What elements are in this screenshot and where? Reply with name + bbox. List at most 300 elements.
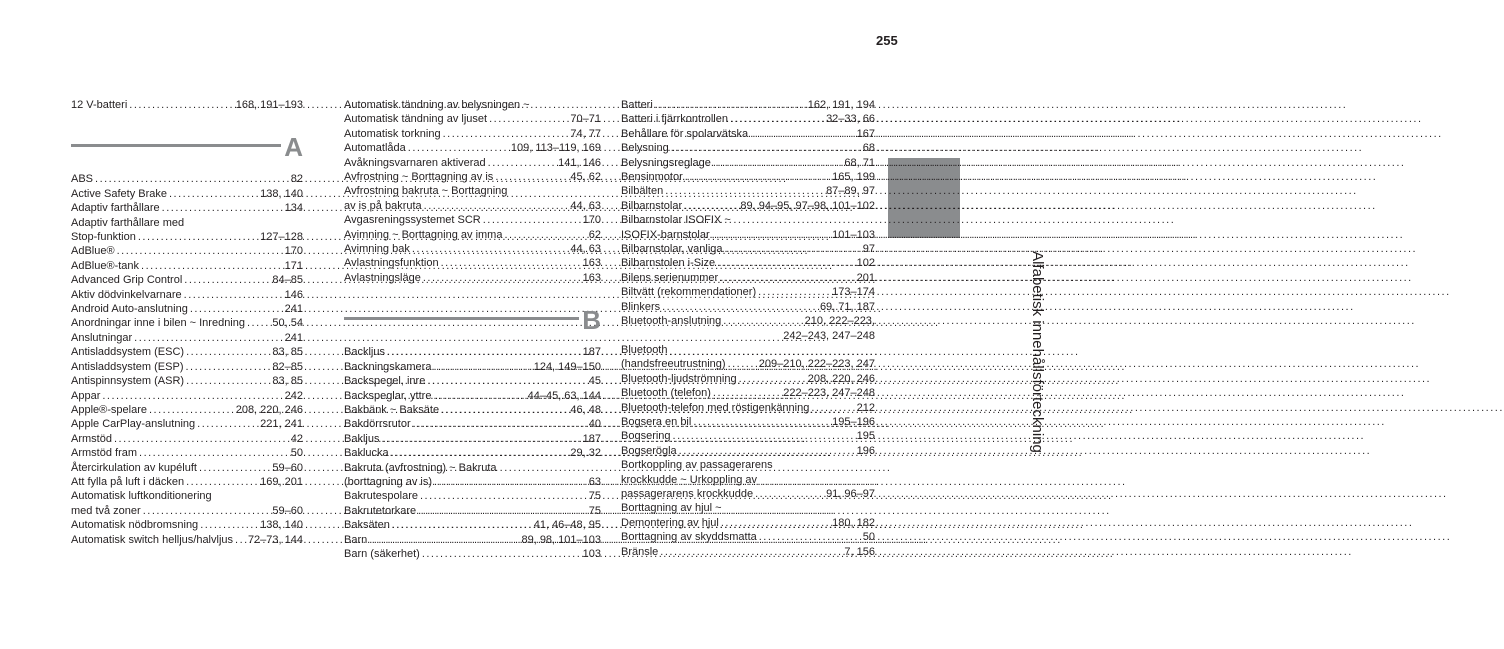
index-entry	[344, 271, 601, 285]
dot-leader	[186, 374, 270, 388]
index-entry	[621, 199, 875, 213]
page-number: 255	[876, 33, 898, 48]
index-pages: 163	[582, 257, 601, 270]
index-pages: 165, 199	[832, 171, 875, 184]
index-entry	[344, 403, 601, 417]
index-term: Apple CarPlay-anslutning	[71, 418, 196, 431]
index-pages: 167	[856, 127, 875, 140]
index-entry	[71, 98, 303, 112]
index-entry-continued: Automatisk tändning av belysningen ~	[344, 99, 530, 111]
index-entry-continued: Borttagning av hjul ~	[621, 502, 722, 515]
index-term: Advanced Grip Control	[71, 274, 183, 287]
dot-leader	[200, 518, 258, 532]
dot-leader	[504, 228, 586, 242]
index-entry-continued: Bakruta (avfrostning) ~ Bakruta	[344, 461, 497, 474]
dot-leader	[433, 360, 531, 374]
index-term: av is på bakruta	[344, 199, 422, 212]
dot-leader	[665, 184, 824, 198]
index-term: Adaptiv farthållare	[71, 202, 160, 215]
index-entry	[344, 256, 601, 270]
index-pages: 84–85	[272, 274, 303, 287]
index-pages: 209–210, 222–223, 247	[758, 358, 875, 371]
section-rule	[344, 317, 579, 320]
index-entry-continued: Bortkoppling av passagerarens	[621, 459, 773, 472]
dot-leader	[95, 172, 289, 186]
dot-leader	[235, 533, 246, 547]
index-pages: 201	[856, 271, 875, 284]
index-pages: 44, 63	[570, 243, 601, 256]
index-pages: 42	[290, 432, 303, 445]
dot-leader	[730, 112, 824, 126]
index-term: Bränsle	[621, 545, 659, 558]
index-pages: 171	[284, 259, 303, 272]
index-entry	[344, 489, 601, 503]
dot-leader	[758, 285, 830, 299]
index-pages: 72–73, 144	[247, 533, 303, 546]
index-term: passagerarens krockkudde	[621, 487, 754, 500]
index-entry	[621, 271, 875, 285]
dot-leader	[423, 271, 581, 285]
index-term: Appar	[71, 389, 101, 402]
index-entry	[621, 401, 875, 415]
index-entry	[344, 432, 601, 446]
index-entry	[621, 112, 875, 126]
dot-leader	[739, 372, 806, 386]
index-entry	[344, 170, 601, 184]
index-entry	[344, 518, 601, 532]
index-entry	[621, 98, 875, 112]
index-pages: 44–45, 63, 144	[527, 389, 601, 402]
index-term: Batteri	[621, 99, 653, 111]
index-entry	[621, 256, 875, 270]
dot-leader	[391, 446, 569, 460]
index-entry	[621, 156, 875, 170]
index-pages: 162, 191, 194	[807, 99, 875, 111]
index-entry	[621, 127, 875, 141]
index-pages: 91, 96–97	[826, 487, 875, 500]
index-pages: 187	[582, 432, 601, 445]
index-entry	[621, 530, 875, 544]
index-term: Bakrutetorkare	[344, 504, 417, 517]
dot-leader	[433, 389, 525, 403]
index-term: Automatisk tändning av ljuset	[344, 113, 488, 126]
index-column-3	[621, 98, 875, 559]
index-term: Avlastningsläge	[344, 271, 421, 284]
index-pages: 87–89, 97	[826, 185, 875, 198]
index-term: Stop-funktion	[71, 231, 136, 244]
dot-leader	[427, 374, 586, 388]
index-pages: 195	[856, 430, 875, 443]
dot-leader	[412, 242, 569, 256]
index-pages: 102	[856, 257, 875, 270]
dot-leader	[143, 504, 271, 518]
index-term: Belysningsreglage	[621, 156, 711, 169]
index-term: (borttagning av is)	[344, 475, 433, 488]
index-entry	[71, 446, 303, 460]
index-pages: 83, 85	[272, 375, 303, 388]
index-term: Avimning bak	[344, 243, 410, 256]
index-pages: 59–60	[272, 461, 303, 474]
index-pages: 41, 46–48, 95	[533, 519, 601, 532]
col1-top	[71, 98, 303, 112]
dot-leader	[197, 417, 258, 431]
index-term: ABS	[71, 173, 94, 186]
index-entry	[71, 417, 303, 431]
dot-leader	[750, 127, 854, 141]
index-pages: 196	[856, 444, 875, 457]
index-term: Bilbarnstolen i-Size	[621, 257, 716, 270]
dot-leader	[129, 98, 233, 112]
index-term: ISOFIX-barnstolar	[621, 228, 710, 241]
index-entry	[344, 141, 601, 155]
dot-leader	[422, 547, 581, 561]
index-entry-continued: Bilbarnstolar ISOFIX ~	[621, 214, 731, 227]
index-term: Armstöd	[71, 432, 112, 445]
section-letter-a: A	[284, 132, 303, 163]
index-pages: 89, 98, 101–103	[521, 533, 601, 546]
dot-leader	[693, 415, 830, 429]
index-entry	[621, 314, 875, 328]
index-pages: 83, 85	[272, 346, 303, 359]
index-entry	[621, 228, 875, 242]
dot-leader	[369, 533, 519, 547]
index-entry	[621, 170, 875, 184]
index-pages: 134	[284, 202, 303, 215]
index-entry	[71, 374, 303, 388]
dot-leader	[139, 446, 289, 460]
dot-leader	[418, 504, 587, 518]
index-column-2	[344, 98, 601, 561]
index-entry	[344, 360, 601, 374]
index-pages: 103	[582, 547, 601, 560]
index-term: Bilbarnstolar, vanliga	[621, 243, 723, 256]
index-pages: 50	[290, 447, 303, 460]
dot-leader	[420, 489, 587, 503]
index-entry	[71, 533, 303, 547]
dot-leader	[413, 417, 587, 431]
index-pages: 68	[862, 142, 875, 155]
dot-leader	[728, 357, 757, 371]
index-entry	[344, 475, 601, 489]
index-entry-continued: Bluetooth	[621, 343, 668, 356]
index-term: Automatisk nödbromsning	[71, 519, 199, 532]
dot-leader	[712, 228, 831, 242]
index-entry	[344, 242, 601, 256]
dot-leader	[673, 429, 855, 443]
index-term: Antisladdsystem (ESC)	[71, 346, 185, 359]
index-pages: 170	[582, 214, 601, 227]
index-entry	[621, 141, 875, 155]
index-entry	[71, 331, 303, 345]
index-entry	[71, 230, 303, 244]
section-letter-b: B	[582, 305, 601, 336]
index-entry	[344, 228, 601, 242]
index-entry	[344, 213, 601, 227]
index-pages: 222–223, 247–248	[783, 387, 875, 400]
index-term: Bluetooth-anslutning	[621, 315, 722, 328]
dot-leader	[134, 331, 282, 345]
index-term: Avfrostning ~ Borttagning av is	[344, 171, 494, 184]
col2-entries	[344, 345, 601, 561]
index-term: Återcirkulation av kupéluft	[71, 461, 197, 474]
index-pages: 241	[284, 331, 303, 344]
index-term: Bakbänk ~ Baksäte	[344, 403, 440, 416]
index-term: Avimning ~ Borttagning av imma	[344, 228, 503, 241]
index-entry	[71, 504, 303, 518]
index-pages: 138, 140	[260, 187, 303, 200]
index-pages: 29, 32	[570, 447, 601, 460]
index-term: Backspegel, inre	[344, 375, 426, 388]
index-term: AdBlue®	[71, 245, 115, 258]
index-pages: 82–85	[272, 360, 303, 373]
index-pages: 168, 191–193	[235, 99, 303, 111]
index-pages: 109, 113–119, 169	[510, 142, 601, 155]
dot-leader	[169, 187, 258, 201]
dot-leader	[381, 432, 580, 446]
index-term: Borttagning av skyddsmatta	[621, 531, 757, 544]
index-pages: 241	[284, 303, 303, 316]
index-pages: 169, 201	[260, 475, 303, 488]
index-entry	[71, 172, 303, 186]
dot-leader	[660, 545, 842, 559]
index-entry	[621, 300, 875, 314]
dot-leader	[199, 461, 270, 475]
dot-leader	[387, 345, 581, 359]
index-term: Automatisk torkning	[344, 127, 441, 140]
index-term: med två zoner	[71, 504, 141, 517]
index-pages: 45, 62	[570, 171, 601, 184]
index-pages: 170	[284, 245, 303, 258]
index-pages: 127–128	[260, 231, 303, 244]
index-term: Android Auto-anslutning	[71, 303, 188, 316]
dot-leader	[684, 199, 738, 213]
index-term: Biltvätt (rekommendationer)	[621, 286, 757, 299]
dot-leader	[185, 360, 270, 374]
index-entry	[344, 374, 601, 388]
dot-leader	[662, 300, 818, 314]
index-entry	[71, 389, 303, 403]
index-entry	[71, 259, 303, 273]
dot-leader	[247, 316, 270, 330]
dot-leader	[671, 141, 861, 155]
dot-leader	[721, 516, 830, 530]
index-term: Bilbälten	[621, 185, 664, 198]
index-term: Avgasreningssystemet SCR	[344, 214, 481, 227]
index-entry	[344, 112, 601, 126]
index-pages: 68, 71	[844, 156, 875, 169]
index-entry-continued: Automatisk luftkonditionering	[71, 490, 212, 503]
index-pages: 195–196	[832, 415, 875, 428]
dot-leader	[755, 487, 824, 501]
dot-leader	[717, 256, 854, 270]
dot-leader	[117, 244, 283, 258]
index-pages: 75	[588, 490, 601, 503]
dot-leader	[713, 386, 781, 400]
index-pages: 208, 220, 246	[807, 372, 875, 385]
index-entry	[71, 461, 303, 475]
dot-leader	[495, 170, 568, 184]
index-term: Avlastningsfunktion	[344, 257, 439, 270]
index-entry	[621, 285, 875, 299]
index-term: Active Safety Brake	[71, 187, 167, 200]
col3-entries	[621, 98, 875, 559]
dot-leader	[184, 288, 283, 302]
index-term: Aktiv dödvinkelvarnare	[71, 288, 182, 301]
index-pages: 7, 156	[844, 545, 875, 558]
dot-leader	[408, 141, 509, 155]
index-entry	[344, 345, 601, 359]
side-label-text: Alfabetisk innehållsförteckning	[1029, 251, 1046, 453]
index-term: Bakdörrsrutor	[344, 418, 411, 431]
dot-leader	[186, 475, 258, 489]
dot-leader	[441, 256, 581, 270]
index-entry	[71, 403, 303, 417]
dot-leader	[434, 475, 587, 489]
index-term: Belysning	[621, 142, 669, 155]
index-term: Barn	[344, 533, 368, 546]
dot-leader	[489, 112, 568, 126]
index-entry	[71, 201, 303, 215]
index-pages: 187	[582, 346, 601, 359]
index-pages: 63	[588, 475, 601, 488]
dot-leader	[424, 199, 569, 213]
index-pages: 221, 241	[260, 418, 303, 431]
index-pages: 138, 140	[260, 519, 303, 532]
index-entry	[344, 389, 601, 403]
index-term: 12 V-batteri	[71, 99, 128, 111]
dot-leader	[102, 389, 282, 403]
dot-leader	[679, 444, 855, 458]
index-entry	[621, 415, 875, 429]
index-term: Automatisk switch helljus/halvljus	[71, 533, 234, 546]
index-entry	[344, 156, 601, 170]
dot-leader	[488, 156, 557, 170]
dot-leader	[725, 242, 861, 256]
index-term: Antisladdsystem (ESP)	[71, 360, 184, 373]
dot-leader	[114, 432, 289, 446]
index-entry	[621, 372, 875, 386]
index-term: Bensinmotor	[621, 171, 683, 184]
index-term: Backljus	[344, 346, 385, 359]
index-entry	[71, 518, 303, 532]
index-pages: 173–174	[832, 286, 875, 299]
dot-leader	[685, 170, 830, 184]
index-entry	[621, 545, 875, 559]
dot-leader	[443, 127, 569, 141]
index-pages: 212	[856, 401, 875, 414]
dot-leader	[184, 273, 270, 287]
index-term: Behållare för spolarvätska	[621, 127, 749, 140]
index-column-1	[71, 98, 303, 547]
index-entry	[71, 432, 303, 446]
index-term: Bakljus	[344, 432, 380, 445]
index-entry	[621, 487, 875, 501]
index-pages: 97	[862, 243, 875, 256]
col1-entries	[71, 172, 303, 547]
dot-leader	[713, 156, 843, 170]
index-entry	[621, 242, 875, 256]
dot-leader	[811, 401, 854, 415]
index-pages-continued: 242–243, 247–248	[783, 329, 875, 342]
index-term: Backningskamera	[344, 360, 432, 373]
index-entry	[71, 187, 303, 201]
index-term: Anslutningar	[71, 331, 133, 344]
index-pages: 45	[588, 375, 601, 388]
index-pages: 50	[862, 531, 875, 544]
index-pages: 75	[588, 504, 601, 517]
index-pages: 163	[582, 271, 601, 284]
index-term: Bilens serienummer	[621, 271, 719, 284]
index-term: Barn (säkerhet)	[344, 547, 420, 560]
dot-leader	[149, 403, 234, 417]
index-pages: 208, 220, 246	[235, 403, 303, 416]
index-pages: 40	[588, 418, 601, 431]
index-pages: 59–60	[272, 504, 303, 517]
index-entry-continued: krockkudde ~ Urkoppling av	[621, 473, 758, 486]
index-term: Backspeglar, yttre	[344, 389, 432, 402]
index-pages: 50, 54	[272, 317, 303, 330]
index-entry	[344, 417, 601, 431]
index-entry	[344, 533, 601, 547]
dot-leader	[759, 530, 861, 544]
index-entry	[344, 504, 601, 518]
section-rule	[71, 144, 281, 147]
index-entry	[71, 288, 303, 302]
dot-leader	[392, 518, 532, 532]
index-term: Automatlåda	[344, 142, 406, 155]
index-entry	[344, 127, 601, 141]
index-entry	[344, 199, 601, 213]
dot-leader	[138, 230, 258, 244]
index-pages: 62	[588, 228, 601, 241]
index-entry	[621, 184, 875, 198]
index-pages: 82	[290, 173, 303, 186]
index-entry	[344, 547, 601, 561]
col2-top	[344, 98, 601, 285]
index-pages: 146	[284, 288, 303, 301]
index-term: Bakrutespolare	[344, 490, 418, 503]
section-tab	[888, 158, 960, 238]
index-term: Batteri i fjärrkontrollen	[621, 113, 728, 126]
index-pages: 89, 94–95, 97–98, 101–102	[740, 199, 875, 212]
dot-leader	[441, 403, 568, 417]
index-pages: 101–103	[832, 228, 875, 241]
index-term: Demontering av hjul	[621, 516, 719, 529]
index-term: Blinkers	[621, 300, 661, 313]
index-term: Apple®-spelare	[71, 403, 147, 416]
index-pages: 74, 77	[570, 127, 601, 140]
index-pages: 141, 146	[558, 156, 601, 169]
dot-leader	[190, 302, 283, 316]
index-entry	[71, 302, 303, 316]
dot-leader	[483, 213, 581, 227]
index-entry	[344, 446, 601, 460]
dot-leader	[141, 259, 283, 273]
index-term: Avåkningsvarnaren aktiverad	[344, 156, 486, 169]
index-pages: 46, 48	[570, 403, 601, 416]
index-entry	[71, 273, 303, 287]
index-entry	[71, 316, 303, 330]
index-entry	[621, 429, 875, 443]
index-term: Bogserögla	[621, 444, 677, 457]
dot-leader	[162, 201, 283, 215]
index-entry	[71, 244, 303, 258]
index-entry	[71, 345, 303, 359]
index-term: Baklucka	[344, 447, 389, 460]
index-pages: 124, 149–150	[533, 360, 601, 373]
index-term: Bogsera en bil	[621, 415, 692, 428]
index-pages: 180, 182	[832, 516, 875, 529]
